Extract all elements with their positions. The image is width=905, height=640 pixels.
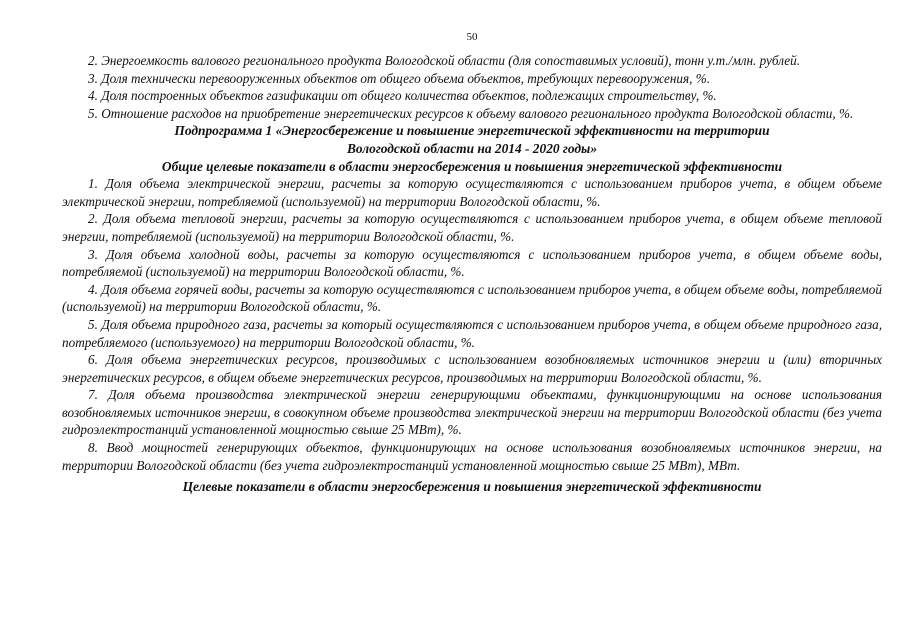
intro-item-5: 5. Отношение расходов на приобретение энергетических ресурсов к объему валового регионального продукта Вологодской области, %. — [88, 105, 854, 121]
general-item-4: 4. Доля объема горячей воды, расчеты за которую осуществляются с использованием приборов учета, в общем объеме воды, потребляемой (используемой) на территории Вологодской области, %. — [62, 281, 882, 315]
intro-item-4: 4. Доля построенных объектов газификации от общего количества объектов, подлежащих строительству, %. — [88, 88, 717, 104]
general-item-8: 8. Ввод мощностей генерирующих объектов, функционирующих на основе использования возобновляемых источников энергии, на территории Вологодской области (без учета гидроэлектростанций установленной мощностью свыше 25 МВт), МВт. — [62, 440, 882, 473]
subprogram-title-line-1: Подпрограмма 1 «Энергосбережение и повышение энергетической эффективности на территории — [174, 123, 770, 139]
general-item-1: 1. Доля объема электрической энергии, расчеты за которую осуществляются с использованием приборов учета, в общем объеме электрической энергии, потребляемой (используемой) на территории Вологодской области, %. — [62, 176, 882, 209]
general-item-6: 6. Доля объема энергетических ресурсов, производимых с использованием возобновляемых источников энергии и (или) вторичных энергетических ресурсов, в общем объеме энергетических ресурсов, производимых на территории Вологодской области, %. — [62, 352, 882, 385]
general-item-7: 7. Доля объема производства электрической энергии генерирующими объектами, функционирующими на основе использования возобновляемых источников энергии, в совокупном объеме производства электрической энергии на территории Вологодской области (без учета гидроэлектростанций установленной мощностью свыше 25 МВт), %. — [62, 387, 882, 438]
document-page — [62, 30, 882, 496]
general-item-3: 3. Доля объема холодной воды, расчеты за которую осуществляются с использованием приборов учета, в общем объеме воды, потребляемой (используемой) на территории Вологодской области, %. — [62, 246, 882, 280]
general-indicators-heading: Общие целевые показатели в области энергосбережения и повышения энергетической эффективности — [161, 158, 783, 174]
subprogram-title-line-2: Вологодской области на 2014 - 2020 годы» — [346, 140, 598, 156]
general-item-5: 5. Доля объема природного газа, расчеты за который осуществляются с использованием приборов учета, в общем объеме природного газа, потребляемого (используемого) на территории Вологодской области, %. — [62, 316, 882, 350]
targets-heading: Целевые показатели в области энергосбережения и повышения энергетической эффективности — [182, 479, 762, 495]
page-number: 50 — [466, 31, 478, 43]
intro-item-2: 2. Энергоемкость валового регионального продукта Вологодской области (для сопоставимых условий), тонн у.т./млн. рублей. — [88, 53, 801, 68]
intro-item-3: 3. Доля технически перевооруженных объектов от общего объема объектов, требующих перевооружения, %. — [88, 70, 710, 86]
general-item-2: 2. Доля объема тепловой энергии, расчеты за которую осуществляются с использованием приборов учета, в общем объеме тепловой энергии, потребляемой (используемой) на территории Вологодской области, %. — [62, 211, 882, 244]
